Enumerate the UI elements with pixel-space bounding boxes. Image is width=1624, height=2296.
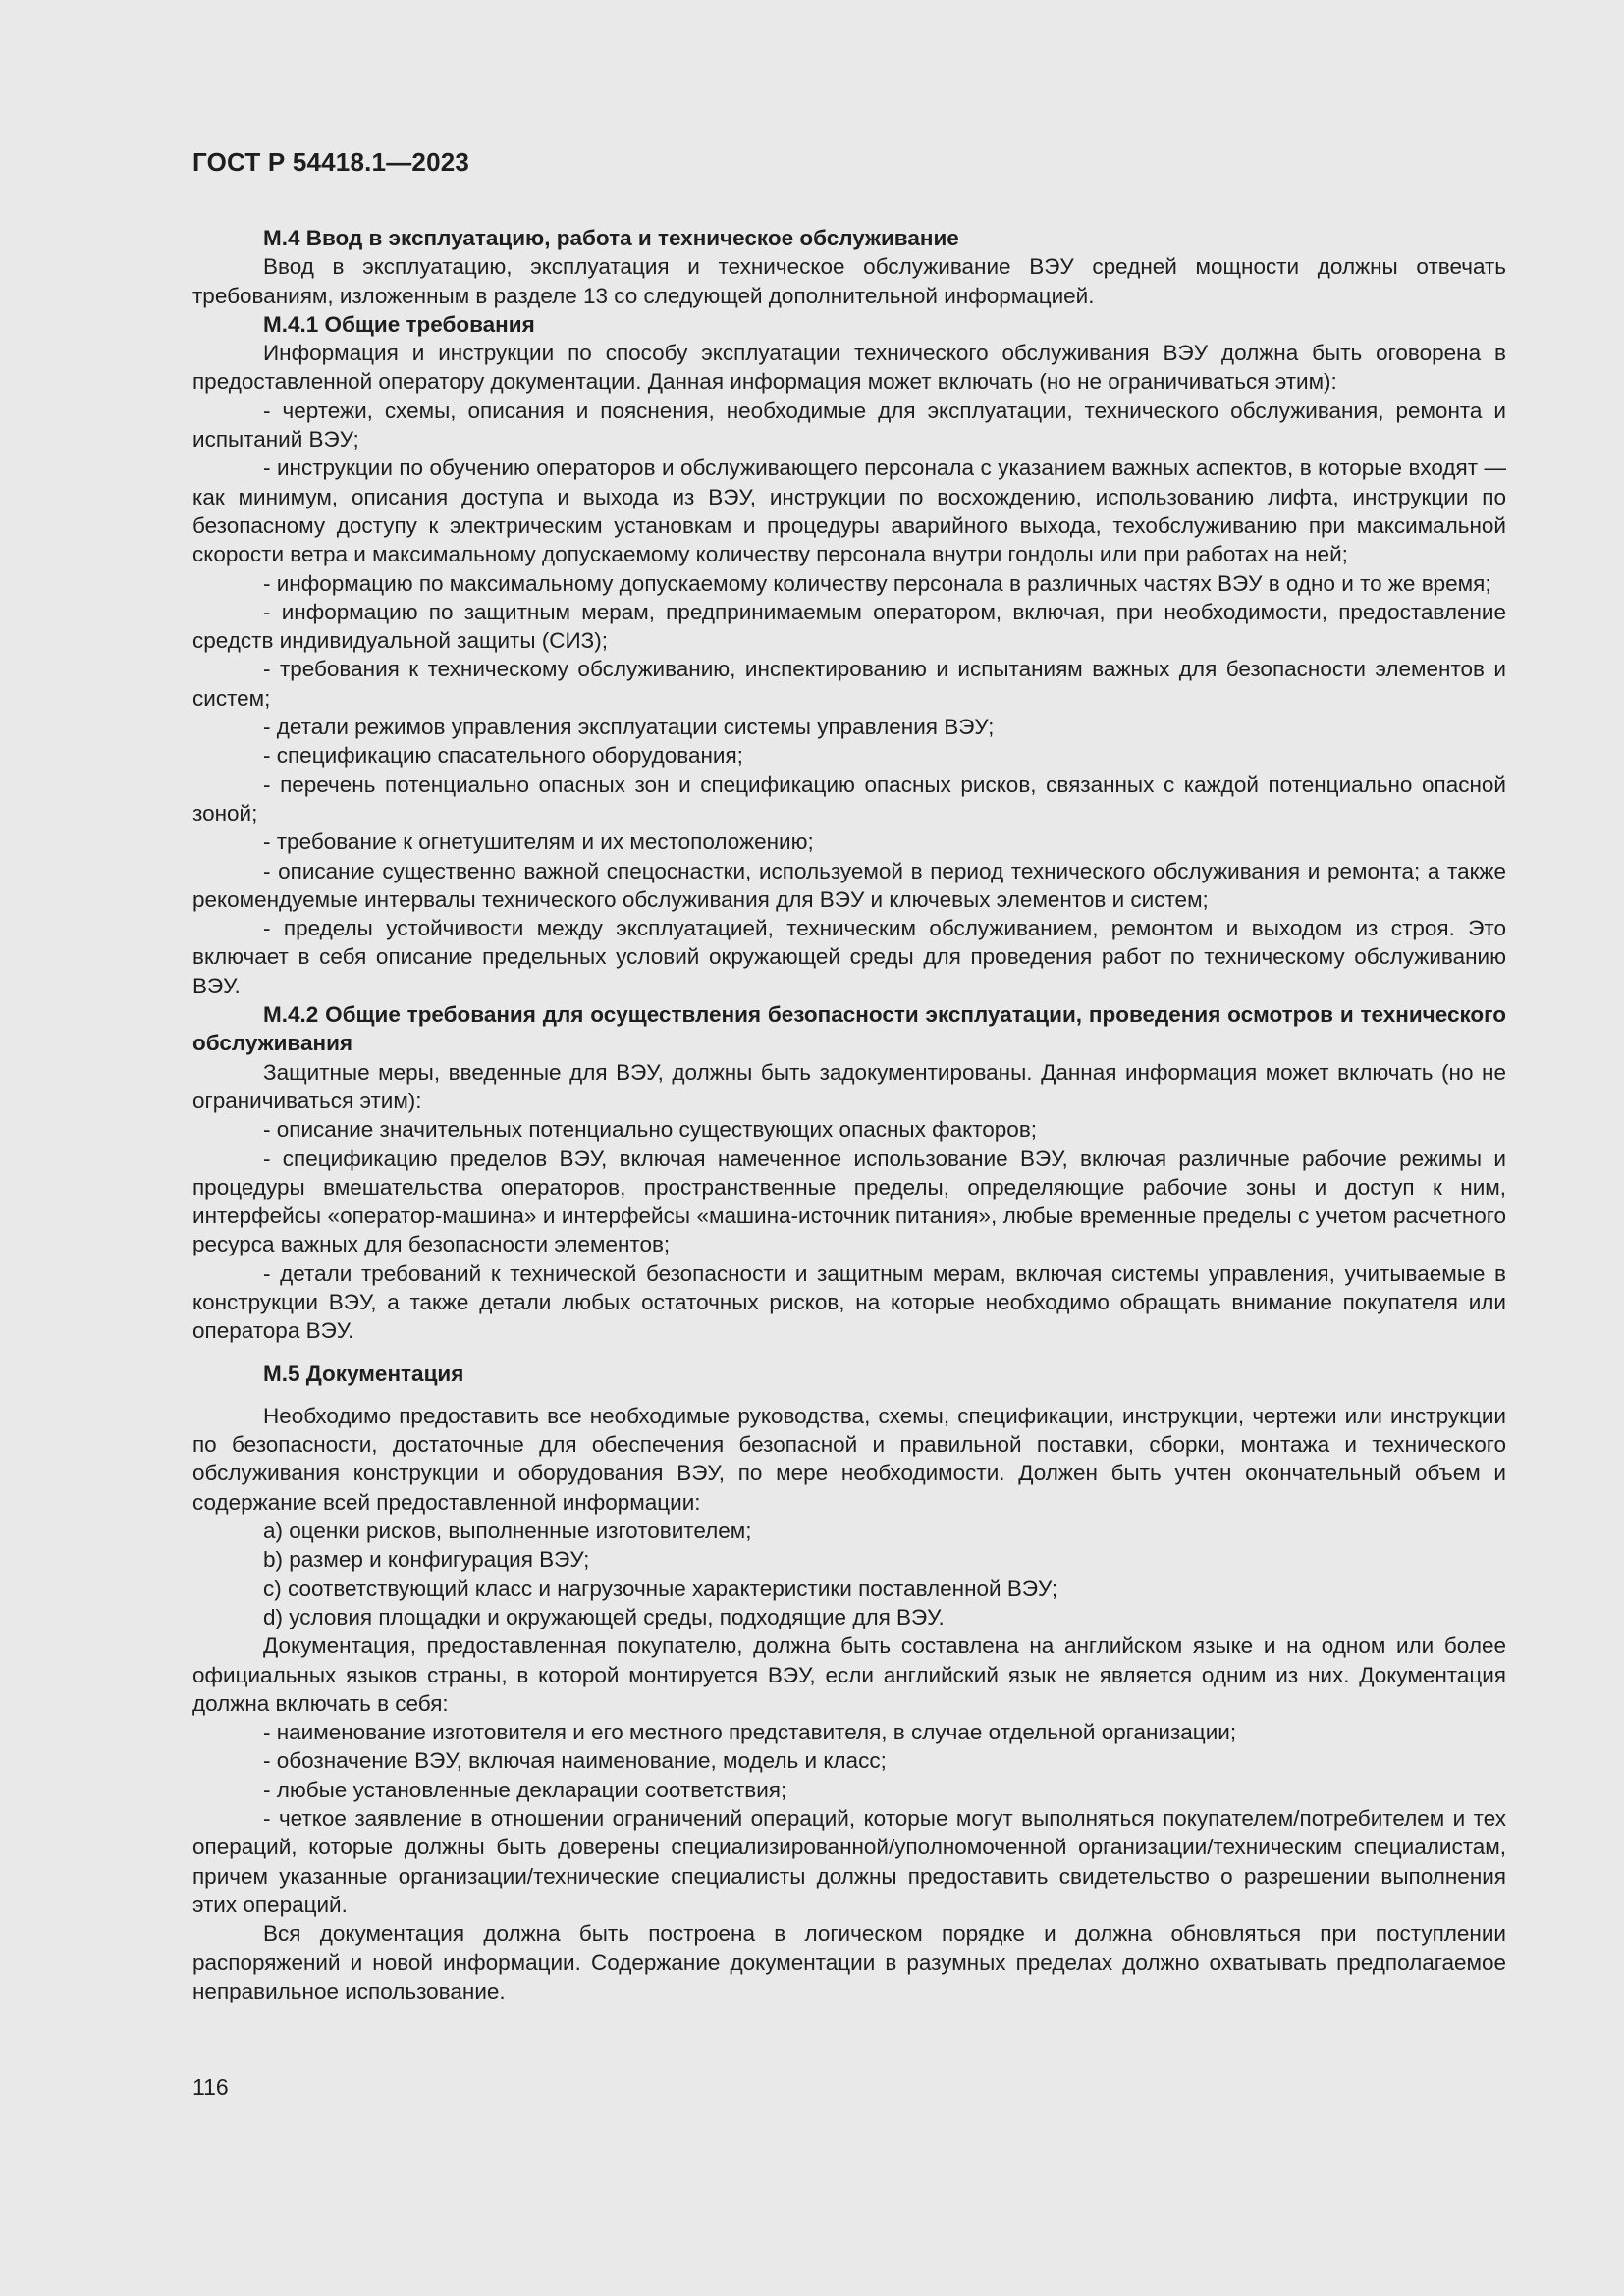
paragraph: Вся документация должна быть построена в логическом порядке и должна обновляться при поступлении распоряжений и новой информации. Содержание документации в разумных пределах должно охватывать предполагаемое неправильное использование. (192, 1921, 1506, 2003)
paragraph: - инструкции по обучению операторов и обслуживающего персонала с указанием важных аспектов, в которые входят — как минимум, описания доступа и выхода из ВЭУ, инструкции по восхождению, использованию лифта, инструкции по безопасному доступу к электрическим установкам и процедуры аварийного выхода, техобслуживанию при максимальной скорости ветра и максимальному допускаемому количеству персонала внутри гондолы или при работах на ней; (192, 455, 1506, 567)
document-header: ГОСТ Р 54418.1—2023 (192, 147, 470, 177)
paragraph: - обозначение ВЭУ, включая наименование, модель и класс; (263, 1748, 887, 1774)
page-number: 116 (192, 2074, 229, 2100)
section-heading: М.4.2 Общие требования для осуществления безопасности эксплуатации, проведения осмотров и технического обслуживания (192, 1002, 1506, 1056)
paragraph: c) соответствующий класс и нагрузочные характеристики поставленной ВЭУ; (263, 1575, 1058, 1601)
section-heading: М.4 Ввод в эксплуатацию, работа и техническое обслуживание (263, 226, 959, 250)
paragraph: - чертежи, схемы, описания и пояснения, необходимые для эксплуатации, технического обслуживания, ремонта и испытаний ВЭУ; (192, 398, 1506, 453)
paragraph: Ввод в эксплуатацию, эксплуатация и техническое обслуживание ВЭУ средней мощности должны отвечать требованиям, изложенным в разделе 13 со следующей дополнительной информацией. (192, 254, 1506, 308)
paragraph: - детали режимов управления эксплуатации системы управления ВЭУ; (263, 715, 995, 740)
paragraph: - информацию по защитным мерам, предпринимаемым оператором, включая, при необходимости, предоставление средств индивидуальной защиты (СИЗ); (192, 599, 1506, 654)
paragraph: Документация, предоставленная покупателю, должна быть составлена на английском языке и на одном или более официальных языков страны, в которой монтируется ВЭУ, если английский язык не является одним из них. Документация должна включать в себя: (192, 1633, 1506, 1716)
paragraph: a) оценки рисков, выполненные изготовителем; (263, 1519, 752, 1544)
paragraph: Защитные меры, введенные для ВЭУ, должны быть задокументированы. Данная информация может включать (но не ограничиваться этим): (192, 1059, 1506, 1113)
paragraph: - наименование изготовителя и его местного представителя, в случае отдельной организации; (263, 1720, 1237, 1745)
paragraph: Информация и инструкции по способу эксплуатации технического обслуживания ВЭУ должна быть оговорена в предоставленной оператору документации. Данная информация может включать (но не ограничиваться этим): (192, 341, 1506, 395)
paragraph: b) размер и конфигурация ВЭУ; (263, 1547, 590, 1573)
paragraph: - четкое заявление в отношении ограничений операций, которые могут выполняться покупателем/потребителем и тех операций, которые должны быть доверены специализированной/уполномоченной организации/техническим специалистам, причем указанные организации/технические специалисты должны предоставить свидетельство о разрешении выполнения этих операций. (192, 1806, 1506, 1917)
paragraph: - требования к техническому обслуживанию, инспектированию и испытаниям важных для безопасности элементов и систем; (192, 657, 1506, 711)
paragraph: - пределы устойчивости между эксплуатацией, техническим обслуживанием, ремонтом и выходом из строя. Это включает в себя описание предельных условий окружающей среды для проведения работ по техническому обслуживанию ВЭУ. (192, 916, 1506, 998)
paragraph: - описание существенно важной спецоснастки, используемой в период технического обслуживания и ремонта; а также рекомендуемые интервалы технического обслуживания для ВЭУ и ключевых элементов и систем; (192, 858, 1506, 912)
paragraph: - информацию по максимальному допускаемому количеству персонала в различных частях ВЭУ в одно и то же время; (263, 570, 1491, 596)
paragraph: - спецификацию спасательного оборудования; (263, 743, 743, 769)
section-heading: М.4.1 Общие требования (263, 311, 535, 337)
paragraph: - требование к огнетушителям и их местоположению; (263, 829, 814, 855)
paragraph: - описание значительных потенциально существующих опасных факторов; (263, 1117, 1038, 1143)
paragraph: - спецификацию пределов ВЭУ, включая намеченное использование ВЭУ, включая различные рабочие режимы и процедуры вмешательства операторов, пространственные пределы, определяющие рабочие зоны и доступ к ним, интерфейсы «оператор-машина» и интерфейсы «машина-источник питания», любые временные пределы с учетом расчетного ресурса важных для безопасности элементов; (192, 1146, 1506, 1257)
document-body (192, 224, 1506, 2005)
paragraph: Необходимо предоставить все необходимые руководства, схемы, спецификации, инструкции, чертежи или инструкции по безопасности, достаточные для обеспечения безопасной и правильной поставки, сборки, монтажа и технического обслуживания конструкции и оборудования ВЭУ, по мере необходимости. Должен быть учтен окончательный объем и содержание всей предоставленной информации: (192, 1403, 1506, 1515)
section-heading: М.5 Документация (263, 1361, 464, 1386)
paragraph: - любые установленные декларации соответствия; (263, 1777, 787, 1802)
paragraph: d) условия площадки и окружающей среды, подходящие для ВЭУ. (263, 1604, 945, 1629)
paragraph: - перечень потенциально опасных зон и спецификацию опасных рисков, связанных с каждой потенциально опасной зоной; (192, 772, 1506, 826)
paragraph: - детали требований к технической безопасности и защитным мерам, включая системы управления, учитываемые в конструкции ВЭУ, а также детали любых остаточных рисков, на которые необходимо обращать внимание покупателя или оператора ВЭУ. (192, 1260, 1506, 1344)
